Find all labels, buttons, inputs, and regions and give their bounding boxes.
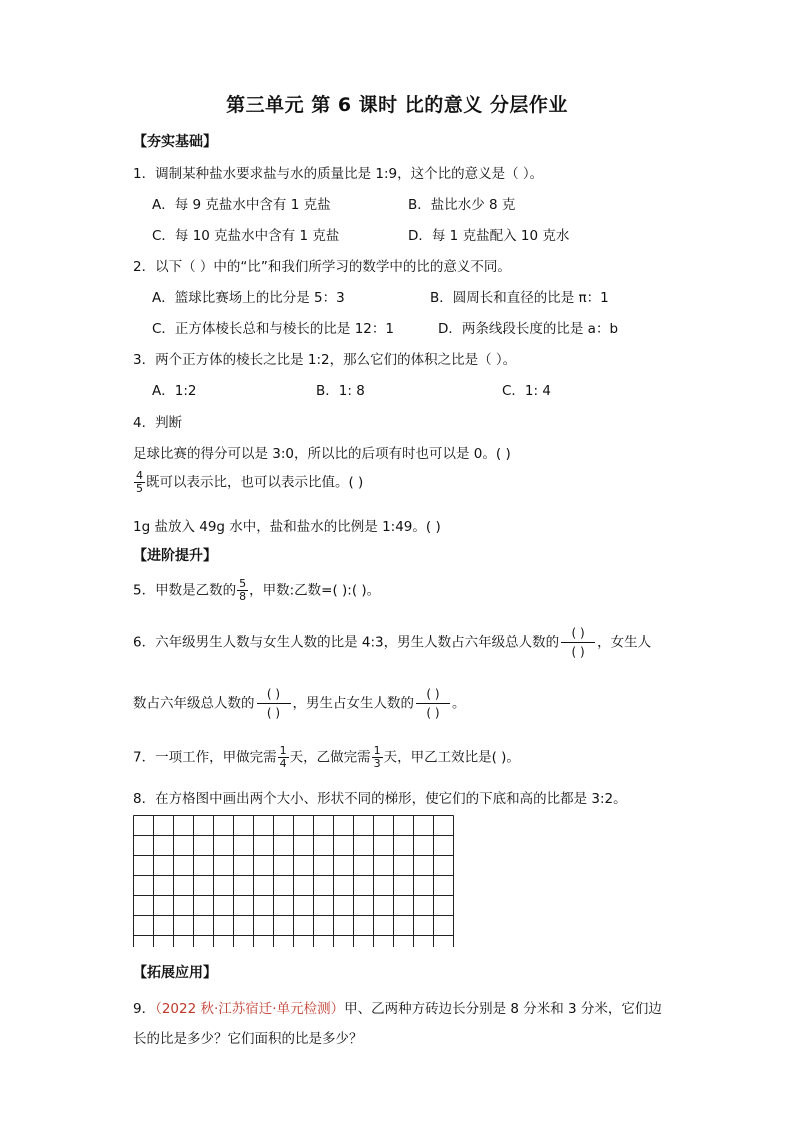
question-7: 7．一项工作，甲做完需 $\frac{1}{4}$ 天，乙做完需 $\frac{1}{3}$ 天，甲乙工效比是( )。 bbox=[133, 744, 520, 770]
question-1-option-d: D．每 1 克盐配入 10 克水 bbox=[408, 228, 570, 244]
question-3-option-b: B．1: 8 bbox=[316, 383, 365, 399]
answer-blank-fraction[interactable]: ( ) ( ) bbox=[257, 685, 291, 722]
fraction-five-eighths: $\frac{5}{8}$ bbox=[239, 577, 247, 603]
question-4-judge-3: 1g 盐放入 49g 水中，盐和盐水的比例是 1:49。( ) bbox=[133, 519, 441, 535]
question-2-option-a: A．篮球比赛场上的比分是 5：3 bbox=[152, 290, 345, 306]
fraction-one-quarter: $\frac{1}{4}$ bbox=[279, 744, 287, 770]
question-6-line-1: 6．六年级男生人数与女生人数的比是 4:3，男生人数占六年级总人数的 ( ) ( ) ，女生人 bbox=[133, 626, 652, 659]
answer-blank-fraction[interactable]: ( ) ( ) bbox=[561, 624, 595, 661]
section-heading-basics: 【夯实基础】 bbox=[133, 134, 217, 150]
question-8-stem: 8．在方格图中画出两个大小、形状不同的梯形，使它们的下底和高的比都是 3:2。 bbox=[133, 791, 627, 807]
question-4-judge-2: $\frac{4}{5}$ 既可以表示比，也可以表示比值。( ) bbox=[136, 469, 364, 495]
fraction-one-third: $\frac{1}{3}$ bbox=[373, 744, 381, 770]
question-3-stem: 3．两个正方体的棱长之比是 1:2，那么它们的体积之比是（ ）。 bbox=[133, 352, 517, 368]
question-3-option-c: C．1: 4 bbox=[502, 383, 551, 399]
question-1-option-b: B．盐比水少 8 克 bbox=[408, 197, 516, 213]
question-2-option-c: C．正方体棱长总和与棱长的比是 12：1 bbox=[152, 321, 394, 337]
question-6-line-2: 数占六年级总人数的 ( ) ( ) ，男生占女生人数的 ( ) ( ) 。 bbox=[133, 687, 466, 720]
page-title: 第三单元 第 6 课时 比的意义 分层作业 bbox=[226, 94, 568, 116]
question-2-stem: 2．以下（ ）中的“比”和我们所学习的数学中的比的意义不同。 bbox=[133, 259, 511, 275]
question-5: 5．甲数是乙数的 $\frac{5}{8}$ ，甲数:乙数=( ):( )。 bbox=[133, 577, 381, 603]
section-heading-application: 【拓展应用】 bbox=[133, 965, 217, 981]
question-1-stem: 1．调制某种盐水要求盐与水的质量比是 1:9，这个比的意义是（ ）。 bbox=[133, 166, 544, 182]
square-grid[interactable] bbox=[133, 815, 455, 947]
question-4-judge-1: 足球比赛的得分可以是 3:0，所以比的后项有时也可以是 0。( ) bbox=[133, 446, 511, 462]
question-9-line-1: 9．（2022 秋·江苏宿迁·单元检测）甲、乙两种方砖边长分别是 8 分米和 3 分米，它们边 bbox=[133, 1001, 662, 1017]
answer-blank-fraction[interactable]: ( ) ( ) bbox=[416, 685, 450, 722]
question-source: （2022 秋·江苏宿迁·单元检测） bbox=[155, 1001, 345, 1017]
question-2-option-b: B．圆周长和直径的比是 π：1 bbox=[430, 290, 609, 306]
question-9-line-2: 长的比是多少？它们面积的比是多少？ bbox=[133, 1031, 363, 1047]
question-3-option-a: A．1:2 bbox=[152, 383, 197, 399]
question-2-option-d: D．两条线段长度的比是 a：b bbox=[438, 321, 619, 337]
question-1-option-a: A．每 9 克盐水中含有 1 克盐 bbox=[152, 197, 331, 213]
question-1-option-c: C．每 10 克盐水中含有 1 克盐 bbox=[152, 228, 340, 244]
question-4-stem: 4．判断 bbox=[133, 415, 183, 431]
section-heading-advanced: 【进阶提升】 bbox=[133, 548, 217, 564]
fraction-four-fifths: $\frac{4}{5}$ bbox=[136, 469, 143, 495]
